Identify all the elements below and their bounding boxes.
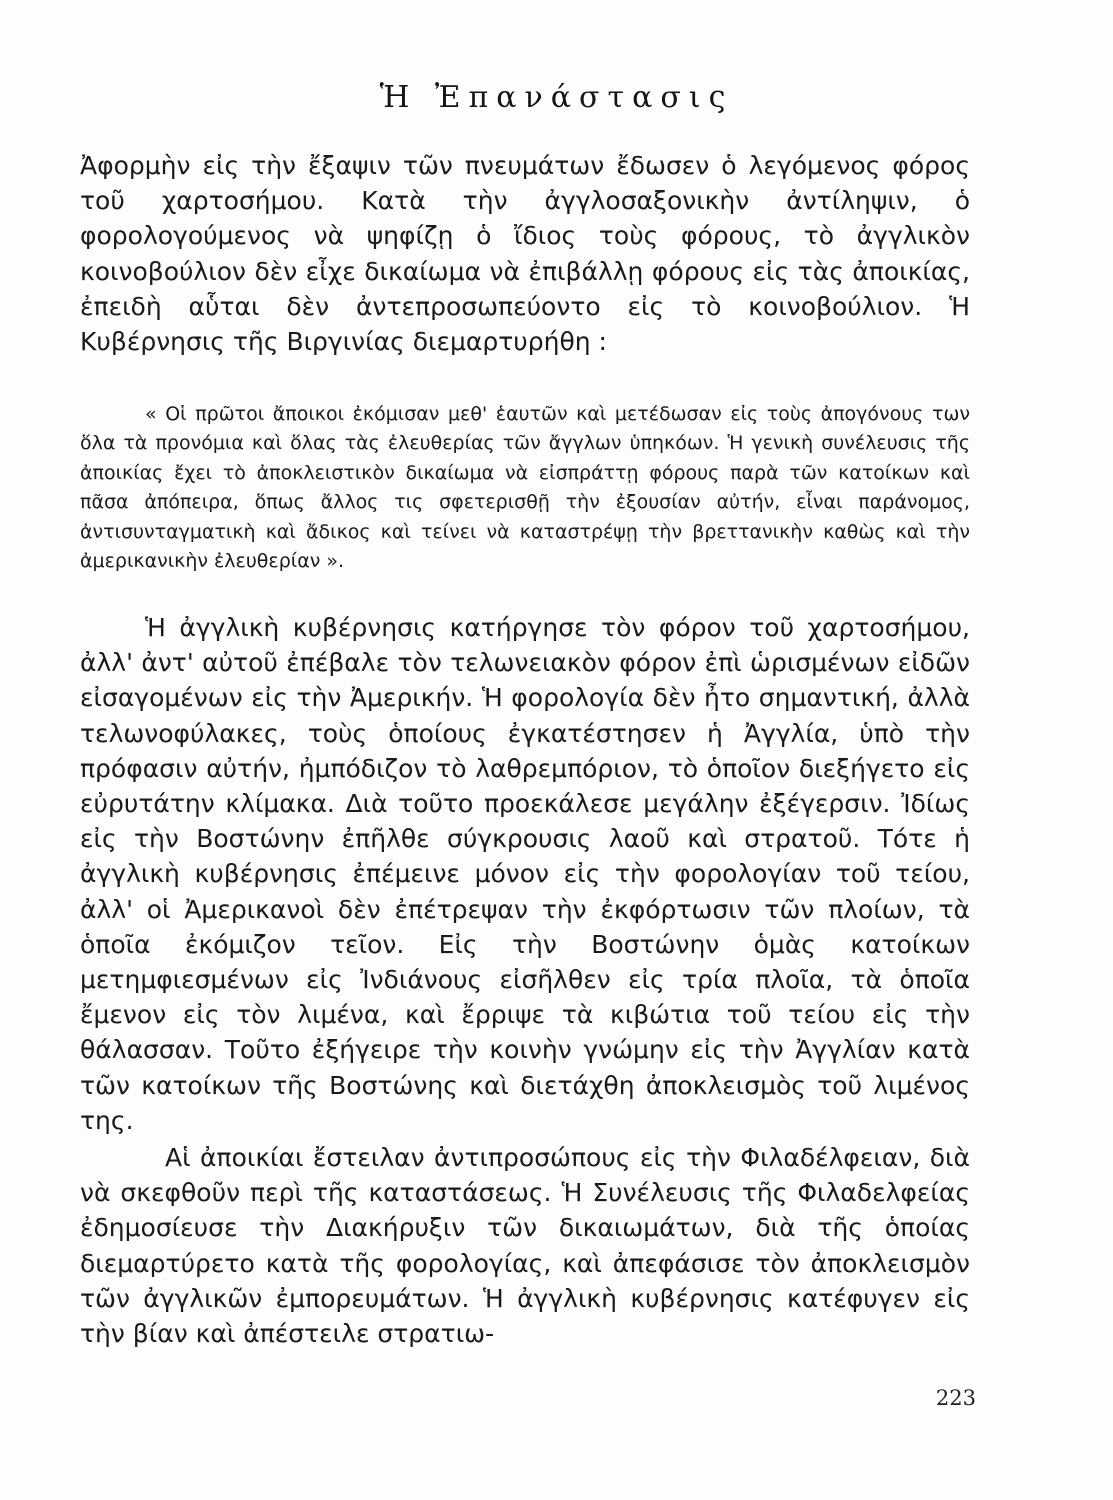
paragraph-philadelphia-congress: Αἱ ἀποικίαι ἔστειλαν ἀντιπροσώπους εἰς τὴν Φιλαδέλφειαν, διὰ νὰ σκεφθοῦν περὶ τῆς καταστάσεως. Ἡ Συνέλευσις τῆς Φιλαδελφείας ἐδημοσίευσε τὴν Διακήρυξιν τῶν δικαιωμάτων, διὰ τῆς ὁποίας διεμαρτύρετο κατὰ τῆς φορολογίας, καὶ ἀπεφάσισε τὸν ἀποκλεισμὸν τῶν ἀγγλικῶν ἐμπορευμάτων. Ἡ ἀγγλικὴ κυβέρνησις κατέφυγεν εἰς τὴν βίαν καὶ ἀπέστειλε στρατιω- [80, 1143, 970, 1349]
virginia-protest-quote: « Οἱ πρῶτοι ἄποικοι ἐκόμισαν μεθ' ἑαυτῶν καὶ μετέδωσαν εἰς τοὺς ἀπογόνους των ὅλα τὰ προνόμια καὶ ὅλας τὰς ἐλευθερίας τῶν ἄγγλων ὑπηκόων. Ἡ γενικὴ συνέλευσις τῆς ἀποικίας ἔχει τὸ ἀποκλειστικὸν δικαίωμα νὰ εἰσπράττῃ φόρους παρὰ τῶν κατοίκων καὶ πᾶσα ἀπόπειρα, ὅπως ἄλλος τις σφετερισθῇ τὴν ἐξουσίαν αὐτήν, εἶναι παράνομος, ἀντισυνταγματικὴ καὶ ἄδικος καὶ τείνει νὰ καταστρέψῃ τὴν βρεττανικὴν καθὼς καὶ τὴν ἀμερικανικὴν ἐλευθερίαν ». [80, 403, 970, 573]
paragraph-stamp-tax: Ἀφορμὴν εἰς τὴν ἔξαψιν τῶν πνευμάτων ἔδωσεν ὁ λεγόμενος φόρος τοῦ χαρτοσήμου. Κατὰ τὴν ἀγγλοσαξονικὴν ἀντίληψιν, ὁ φορολογούμενος νὰ ψηφίζῃ ὁ ἴδιος τοὺς φόρους, τὸ ἀγγλικὸν κοινοβούλιον δὲν εἶχε δικαίωμα νὰ ἐπιβάλλῃ φόρους εἰς τὰς ἀποικίας, ἐπειδὴ αὗται δὲν ἀντεπροσωπεύοντο εἰς τὸ κοινοβούλιον. Ἡ Κυβέρνησις τῆς Βιργινίας διεμαρτυρήθη : [80, 151, 970, 357]
chapter-title: Ἡ Ἐπανάστασις [379, 80, 734, 115]
paragraph-customs-tax: Ἡ ἀγγλικὴ κυβέρνησις κατήργησε τὸν φόρον τοῦ χαρτοσήμου, ἀλλ' ἀντ' αὐτοῦ ἐπέβαλε τὸν τελωνειακὸν φόρον ἐπὶ ὡρισμένων εἰδῶν εἰσαγομένων εἰς τὴν Ἀμερικήν. Ἡ φορολογία δὲν ἦτο σημαντική, ἀλλὰ τελωνοφύλακες, τοὺς ὁποίους ἐγκατέστησεν ἡ Ἀγγλία, ὑπὸ τὴν πρόφασιν αὐτήν, ἠμπόδιζον τὸ λαθρεμπόριον, τὸ ὁποῖον διεξήγετο εἰς εὐρυτάτην κλίμακα. Διὰ τοῦτο προεκάλεσε μεγάλην ἐξέγερσιν. Ἰδίως εἰς τὴν Βοστώνην ἐπῆλθε σύγκρουσις λαοῦ καὶ στρατοῦ. Τότε ἡ ἀγγλικὴ κυβέρνησις ἐπέμεινε μόνον εἰς τὴν φορολογίαν τοῦ τείου, ἀλλ' οἱ Ἀμερικανοὶ δὲν ἐπέτρεψαν τὴν ἐκφόρτωσιν τῶν πλοίων, τὰ ὁποῖα ἐκόμιζον τεῖον. Εἰς τὴν Βοστώνην ὁμὰς κατοίκων μετημφιεσμένων εἰς Ἰνδιάνους εἰσῆλθεν εἰς τρία πλοῖα, τὰ ὁποῖα ἔμενον εἰς τὸν λιμένα, καὶ ἔρριψε τὰ κιβώτια τοῦ τείου εἰς τὴν θάλασσαν. Τοῦτο ἐξήγειρε τὴν κοινὴν γνώμην εἰς τὴν Ἀγγλίαν κατὰ τῶν κατοίκων τῆς Βοστώνης καὶ διετάχθη ἀποκλεισμὸς τοῦ λιμένος της. [80, 613, 970, 1135]
page-number: 223 [935, 1386, 976, 1410]
